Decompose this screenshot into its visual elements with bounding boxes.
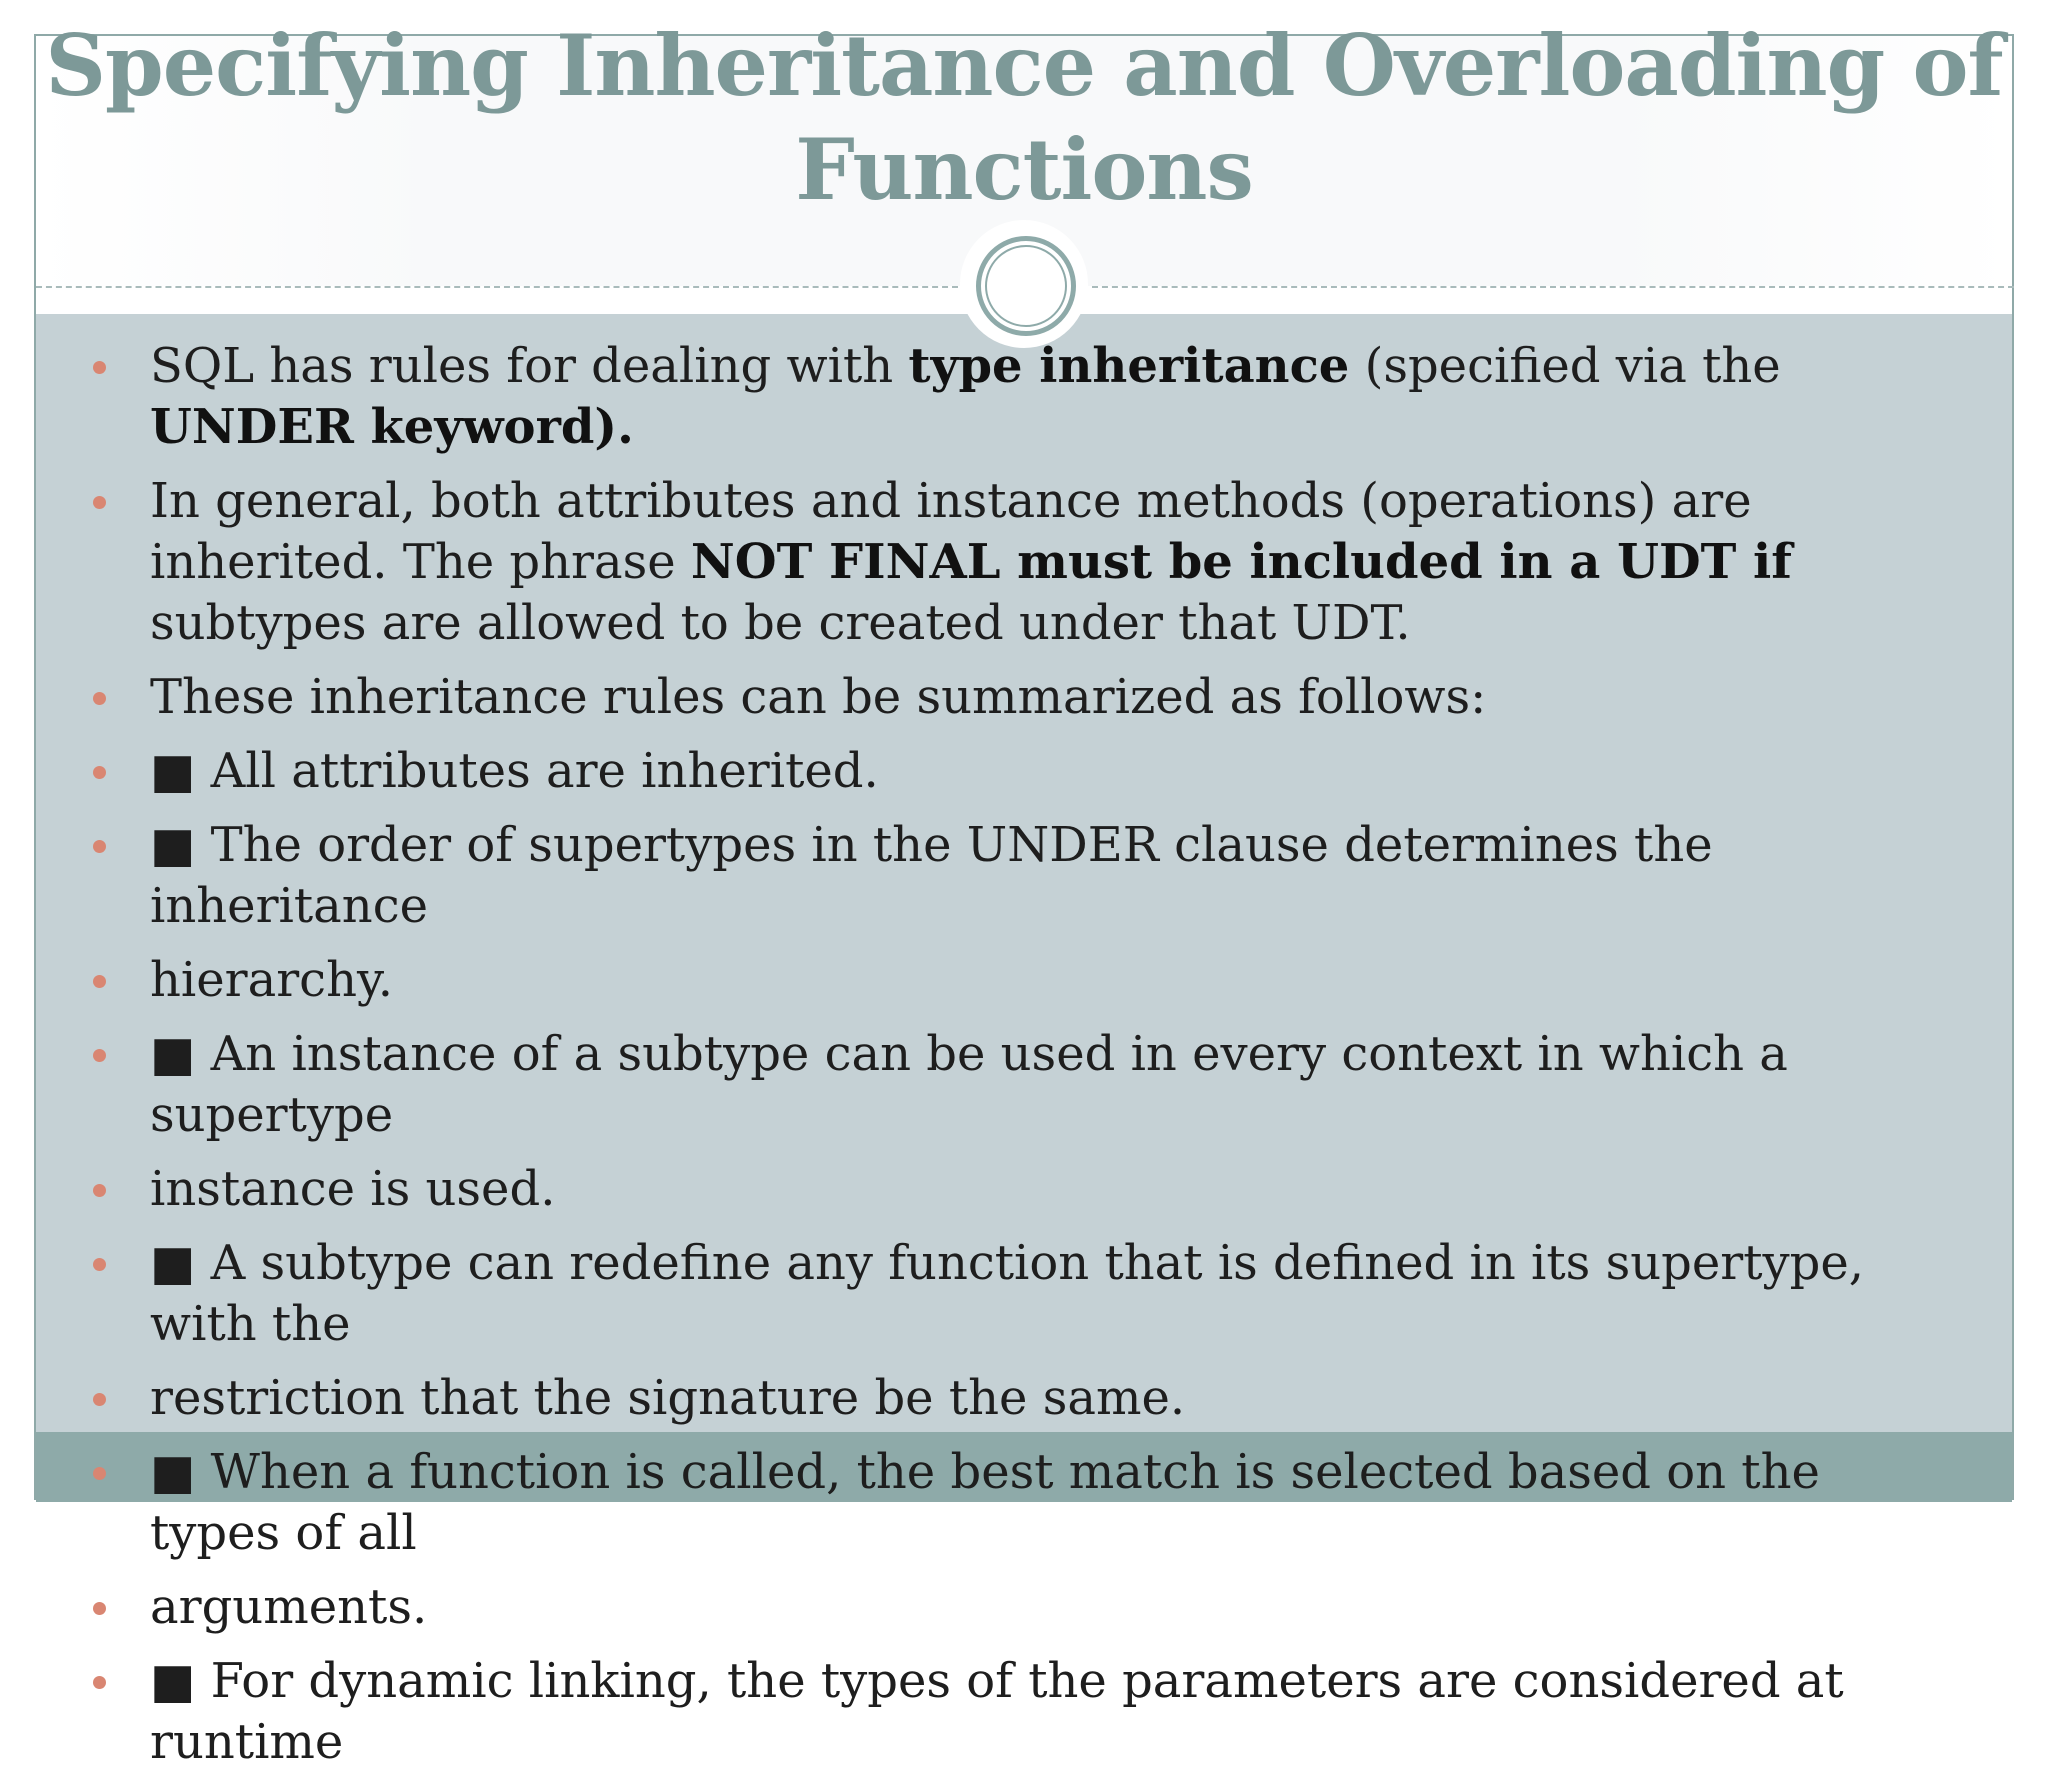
slide-title: Specifying Inheritance and Overloading of Functions — [45, 16, 2003, 219]
bullet-text: subtypes are allowed to be created under that UDT. — [150, 595, 1411, 651]
bullet-item — [36, 1442, 2012, 1564]
bullet-dot-icon — [93, 1676, 106, 1689]
bullet-text: In general, both attributes and instance methods (operations) are inherited. The phrase — [150, 473, 1752, 590]
bullet-dot-icon — [93, 1602, 106, 1615]
bullet-bold-text: type inheritance — [908, 338, 1350, 394]
bullet-list — [36, 336, 2012, 1786]
bullet-item — [36, 1651, 2012, 1773]
bullet-dot-icon — [93, 1049, 106, 1062]
bullet-text: ■ A subtype can redefine any function that is defined in its supertype, with the — [150, 1235, 1864, 1352]
bullet-dot-icon — [93, 766, 106, 779]
circle-ornament-icon — [960, 220, 1088, 348]
bullet-text: restriction that the signature be the same. — [150, 1370, 1186, 1426]
bullet-text: ■ The order of supertypes in the UNDER clause determines the inheritance — [150, 817, 1713, 934]
bullet-text: instance is used. — [150, 1161, 556, 1217]
bullet-item — [36, 1577, 2012, 1638]
bullet-item — [36, 950, 2012, 1011]
bullet-text: hierarchy. — [150, 952, 393, 1008]
bullet-item — [36, 1024, 2012, 1146]
bullet-item — [36, 667, 2012, 728]
circle-ring — [976, 236, 1076, 336]
title-divider-right — [1092, 286, 2014, 288]
bullet-dot-icon — [93, 1467, 106, 1480]
bullet-item — [36, 741, 2012, 802]
bullet-text: ■ All attributes are inherited. — [150, 743, 879, 799]
bullet-dot-icon — [93, 1184, 106, 1197]
slide — [34, 16, 2014, 1770]
bullet-dot-icon — [93, 361, 106, 374]
title-divider-left — [36, 286, 958, 288]
bullet-dot-icon — [93, 1258, 106, 1271]
bullet-item — [36, 1159, 2012, 1220]
bullet-dot-icon — [93, 1393, 106, 1406]
bullet-text: ■ For dynamic linking, the types of the parameters are considered at runtime — [150, 1653, 1844, 1770]
bullet-item — [36, 336, 2012, 458]
bullet-dot-icon — [93, 840, 106, 853]
bullet-text: ■ When a function is called, the best match is selected based on the types of all — [150, 1444, 1820, 1561]
bullet-bold-text: NOT FINAL must be included in a UDT if — [690, 534, 1792, 590]
bullet-dot-icon — [93, 975, 106, 988]
bullet-text: ■ An instance of a subtype can be used in every context in which a supertype — [150, 1026, 1788, 1143]
bullet-text: arguments. — [150, 1579, 428, 1635]
bullet-text: SQL has rules for dealing with — [150, 338, 909, 394]
bullet-item — [36, 1233, 2012, 1355]
bullet-item — [36, 815, 2012, 937]
bullet-text: (specified via the — [1349, 338, 1781, 394]
bullet-item — [36, 1368, 2012, 1429]
bullet-text: These inheritance rules can be summarized as follows: — [150, 669, 1487, 725]
bullet-item — [36, 471, 2012, 654]
bullet-dot-icon — [93, 496, 106, 509]
bullet-dot-icon — [93, 692, 106, 705]
bullet-bold-text: UNDER keyword). — [150, 399, 634, 455]
